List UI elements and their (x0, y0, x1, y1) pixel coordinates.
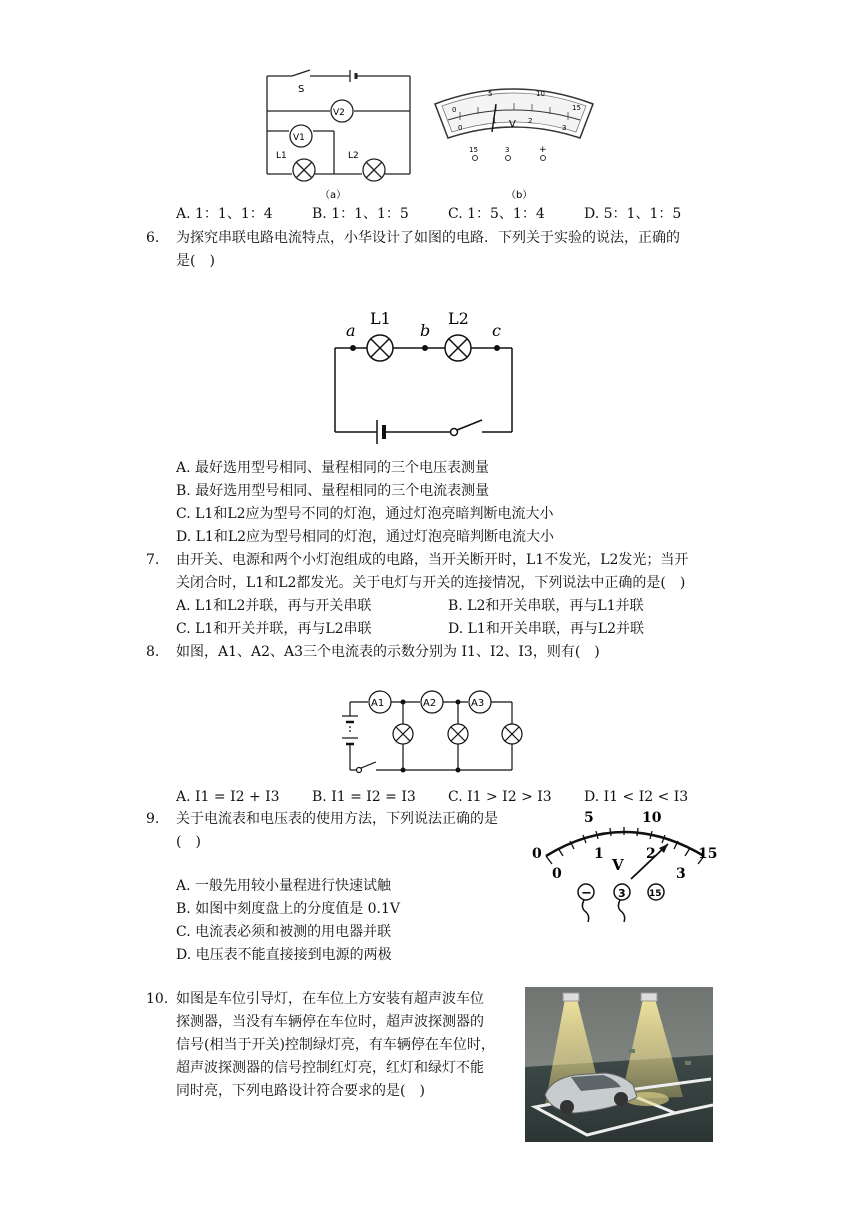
q6-stem-line2: 是( ) (176, 253, 215, 269)
q9-top-15: 15 (698, 846, 718, 862)
fig-b-bottom-3: 3 (562, 124, 567, 132)
q9-option-c: C. 电流表必须和被测的用电器并联 (176, 924, 392, 940)
q7-option-a: A. L1和L2并联，再与开关串联 (176, 598, 372, 614)
lamp-l1-label: L1 (370, 309, 391, 328)
fig-b-term-plus: + (539, 145, 547, 155)
q7-number: 7. (146, 552, 160, 568)
q9-term-15: 15 (649, 889, 662, 899)
q9-stem-line2: ( ) (176, 834, 201, 850)
q5-option-a: A. 1：1、1：4 (176, 206, 273, 222)
q9-option-b: B. 如图中刻度盘上的分度值是 0.1V (176, 901, 401, 917)
l2-label: L2 (348, 151, 359, 161)
node-a-label: a (346, 321, 356, 340)
q8-option-d: D. I1 < I2 < I3 (584, 789, 689, 805)
q5-option-c: C. 1：5、1：4 (448, 206, 545, 222)
q9-unit-v: V (612, 856, 624, 874)
q7-option-b: B. L2和开关串联，再与L1并联 (448, 598, 644, 614)
q10-stem-line4: 超声波探测器的信号控制红灯亮，红灯和绿灯不能 (176, 1060, 484, 1076)
q9-number: 9. (146, 811, 160, 827)
q6-option-a: A. 最好选用型号相同、量程相同的三个电压表测量 (176, 460, 490, 476)
q10-stem-line5: 同时亮，下列电路设计符合要求的是( ) (176, 1083, 425, 1099)
fig-b-top-5: 5 (488, 90, 493, 98)
ammeter-a3-label: A3 (471, 698, 485, 709)
q9-bottom-1: 1 (594, 846, 604, 862)
v2-label: V2 (333, 108, 345, 118)
fig-b-bottom-2: 2 (528, 117, 533, 125)
fig-b-top-0: 0 (452, 106, 457, 114)
q8-option-b: B. I1 = I2 = I3 (312, 789, 416, 805)
q6-option-b: B. 最好选用型号相同、量程相同的三个电流表测量 (176, 483, 490, 499)
q9-stem-line1: 关于电流表和电压表的使用方法，下列说法正确的是 (176, 811, 498, 827)
q6-number: 6. (146, 230, 160, 246)
q10-stem-line2: 探测器，当没有车辆停在车位时，超声波探测器的 (176, 1014, 484, 1030)
l1-label: L1 (276, 151, 287, 161)
q9-term-3: 3 (618, 887, 626, 900)
q9-top-5: 5 (584, 810, 594, 826)
q9-option-a: A. 一般先用较小量程进行快速试触 (176, 878, 392, 894)
q9-top-0: 0 (532, 846, 542, 862)
q10-stem-line3: 信号(相当于开关)控制绿灯亮，有车辆停在车位时， (176, 1037, 495, 1053)
ammeter-a2-label: A2 (423, 698, 437, 709)
q8-stem: 如图，A1、A2、A3三个电流表的示数分别为 I1、I2、I3，则有( ) (176, 644, 600, 660)
fig-b-term-3: 3 (505, 146, 510, 154)
q5-option-b: B. 1：1、1：5 (312, 206, 409, 222)
q6-option-c: C. L1和L2应为型号不同的灯泡，通过灯泡亮暗判断电流大小 (176, 506, 554, 522)
fig-a-caption: （a） (320, 190, 347, 201)
q7-option-d: D. L1和开关串联，再与L2并联 (448, 621, 645, 637)
q8-number: 8. (146, 644, 160, 660)
fig-b-top-10: 10 (536, 90, 545, 98)
q8-option-a: A. I1 = I2 + I3 (176, 789, 280, 805)
q9-bottom-3: 3 (676, 866, 686, 882)
ammeter-a1-label: A1 (371, 698, 385, 709)
q9-voltmeter-figure (528, 806, 720, 922)
fig-b-unit: V (509, 119, 516, 130)
lamp-l2-label: L2 (448, 309, 469, 328)
fig-b-caption: （b） (506, 190, 533, 201)
q9-bottom-0: 0 (552, 866, 562, 882)
fig-b-bottom-1: 1 (492, 117, 497, 125)
q5-figure-a (262, 66, 417, 204)
q7-stem-line1: 由开关、电源和两个小灯泡组成的电路，当开关断开时，L1不发光，L2发光；当开 (176, 552, 689, 568)
node-c-label: c (492, 321, 501, 340)
q9-option-d: D. 电压表不能直接接到电源的两极 (176, 947, 392, 963)
q9-top-10: 10 (642, 810, 662, 826)
q6-option-d: D. L1和L2应为型号相同的灯泡，通过灯泡亮暗判断电流大小 (176, 529, 555, 545)
q10-stem-line1: 如图是车位引导灯，在车位上方安装有超声波车位 (176, 991, 484, 1007)
q8-circuit-figure (336, 686, 526, 778)
q6-stem-line1: 为探究串联电路电流特点，小华设计了如图的电路．下列关于实验的说法，正确的 (176, 230, 680, 246)
q10-parking-guide-image (525, 987, 713, 1142)
fig-b-term-15: 15 (469, 146, 478, 154)
fig-b-bottom-0: 0 (458, 124, 463, 132)
q6-circuit-figure (330, 306, 520, 444)
switch-label-s: S (298, 84, 305, 95)
q7-option-c: C. L1和开关并联，再与L2串联 (176, 621, 372, 637)
node-b-label: b (420, 321, 431, 340)
fig-b-top-15: 15 (572, 104, 581, 112)
q8-option-c: C. I1 > I2 > I3 (448, 789, 552, 805)
v1-label: V1 (293, 133, 305, 143)
q5-figure-b (430, 76, 600, 204)
q9-term-minus: − (581, 886, 592, 901)
q9-bottom-2: 2 (646, 846, 656, 862)
q7-stem-line2: 关闭合时，L1和L2都发光。关于电灯与开关的连接情况，下列说法中正确的是( ) (176, 575, 686, 591)
q10-number: 10. (146, 991, 169, 1007)
q5-option-d: D. 5：1、1：5 (584, 206, 682, 222)
